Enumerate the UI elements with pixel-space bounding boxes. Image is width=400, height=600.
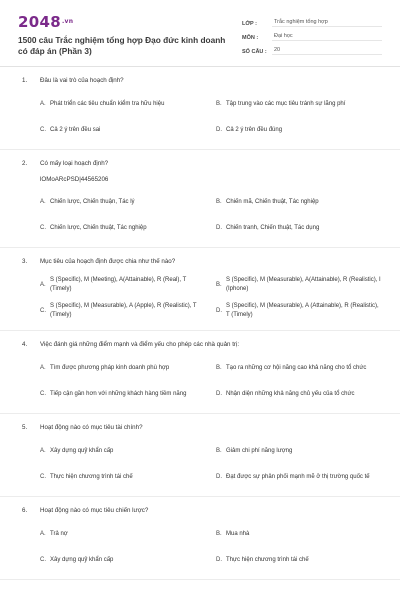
logo-tld: .vn: [61, 18, 74, 25]
option-letter: D.: [216, 126, 222, 133]
question-list: [18, 76, 382, 580]
meta-row: [242, 42, 382, 55]
option-text: Chiến mã, Chiến thuật, Tác nghiệp: [226, 198, 319, 205]
option-text: S (Specific), M (Measurable), A(Attainable), R (Realistic), I (Iphone): [226, 277, 381, 292]
option-letter: C.: [40, 307, 46, 314]
answer-option[interactable]: [40, 521, 206, 547]
question-number: 5.: [22, 424, 28, 431]
option-text: Giảm chi phí năng lượng: [226, 447, 293, 454]
answer-option[interactable]: [216, 298, 382, 324]
option-text: Chiến tranh, Chiến thuật, Tác dụng: [226, 224, 320, 231]
answer-option[interactable]: [40, 355, 206, 381]
answer-option[interactable]: [40, 215, 206, 241]
question-text: Hoạt động nào có mục tiêu tài chính?: [40, 424, 143, 431]
meta-value: 20: [272, 47, 382, 55]
question-header: [18, 76, 382, 85]
option-letter: A.: [40, 447, 46, 454]
options-grid: [40, 91, 382, 143]
site-logo[interactable]: [18, 14, 228, 30]
brand-block: [18, 14, 228, 66]
question-header: [18, 423, 382, 432]
question-extra-text: lOMoARcPSD|44565206: [40, 176, 109, 183]
option-text: Tiếp cận gần hơn với những khách hàng tiềm năng: [50, 390, 187, 397]
document-header: [18, 0, 382, 66]
question-header: [18, 506, 382, 515]
question-block: [18, 159, 382, 248]
option-letter: B.: [216, 198, 222, 205]
answer-option[interactable]: [40, 381, 206, 407]
option-letter: B.: [216, 530, 222, 537]
option-text: Xây dựng quỹ khẩn cấp: [50, 447, 114, 454]
meta-row: [242, 28, 382, 41]
options-grid: [40, 355, 382, 407]
meta-value: Trắc nghiệm tổng hợp: [272, 19, 382, 27]
question-divider: [0, 247, 400, 248]
answer-option[interactable]: [40, 438, 206, 464]
option-letter: A.: [40, 364, 46, 371]
answer-option[interactable]: [40, 117, 206, 143]
option-text: Tạo ra những cơ hội năng cao khả năng cho tổ chức: [226, 364, 367, 371]
question-divider: [0, 496, 400, 497]
option-letter: D.: [216, 307, 222, 314]
logo-text: 2048: [18, 13, 61, 31]
page-title: 1500 câu Trắc nghiệm tổng hợp Đạo đức kinh doanh có đáp án (Phần 3): [18, 35, 226, 56]
option-letter: D.: [216, 473, 222, 480]
options-grid: [40, 189, 382, 241]
option-text: Xây dựng quỹ khẩn cấp: [50, 556, 114, 563]
option-text: Tập trung vào các mục tiêu tránh sự lãng phí: [226, 100, 346, 107]
option-text: Chiến lược, Chiến thuận, Tác lý: [50, 198, 135, 205]
question-number: 4.: [22, 341, 28, 348]
answer-option[interactable]: [40, 272, 206, 298]
meta-label: SỐ CÂU :: [242, 49, 267, 55]
option-letter: A.: [40, 281, 46, 288]
option-letter: B.: [216, 281, 222, 288]
answer-option[interactable]: [216, 117, 382, 143]
option-text: Chiến lược, Chiến thuật, Tác nghiệp: [50, 224, 147, 231]
question-number: 2.: [22, 160, 28, 167]
option-letter: B.: [216, 100, 222, 107]
option-letter: C.: [40, 126, 46, 133]
question-block: [18, 506, 382, 580]
options-grid: [40, 272, 382, 324]
options-grid: [40, 438, 382, 490]
option-text: Nhận diện những khả năng chủ yếu của tổ chức: [226, 390, 355, 397]
answer-option[interactable]: [216, 272, 382, 298]
option-letter: D.: [216, 390, 222, 397]
question-divider: [0, 330, 400, 331]
option-letter: A.: [40, 100, 46, 107]
question-text: Việc đánh giá những điểm mạnh và điểm yếu cho phép các nhà quản trị:: [40, 341, 240, 348]
answer-option[interactable]: [40, 464, 206, 490]
option-letter: D.: [216, 224, 222, 231]
question-header: [18, 340, 382, 349]
option-text: S (Specific), M (Meeting), A(Attainable), R (Real), T (Timely): [50, 277, 187, 292]
answer-option[interactable]: [40, 91, 206, 117]
option-letter: C.: [40, 556, 46, 563]
question-header: [18, 159, 382, 168]
answer-option[interactable]: [216, 521, 382, 547]
option-text: Thực hiện chương trình tái chế: [226, 556, 309, 563]
answer-option[interactable]: [216, 355, 382, 381]
question-text: Có mấy loại hoạch định?: [40, 160, 109, 167]
option-text: Đạt được sự phân phối mạnh mẽ ở thị trường quốc tế: [226, 473, 370, 480]
meta-value: Đại học: [272, 33, 382, 41]
option-text: Cả 2 ý trên đều sai: [50, 126, 101, 133]
question-block: [18, 340, 382, 414]
answer-option[interactable]: [40, 189, 206, 215]
answer-option[interactable]: [216, 215, 382, 241]
answer-option[interactable]: [216, 381, 382, 407]
answer-option[interactable]: [216, 464, 382, 490]
option-letter: C.: [40, 473, 46, 480]
meta-row: [242, 14, 382, 27]
answer-option[interactable]: [216, 547, 382, 573]
option-letter: B.: [216, 447, 222, 454]
option-letter: C.: [40, 224, 46, 231]
option-letter: A.: [40, 198, 46, 205]
question-block: [18, 423, 382, 497]
option-text: Cả 2 ý trên đều đúng: [226, 126, 283, 133]
answer-option[interactable]: [40, 547, 206, 573]
option-letter: A.: [40, 530, 46, 537]
option-text: Thực hiện chương trình tái chế: [50, 473, 133, 480]
question-header: [18, 257, 382, 266]
question-block: [18, 257, 382, 331]
question-number: 1.: [22, 77, 28, 84]
question-block: [18, 76, 382, 150]
answer-option[interactable]: [40, 298, 206, 324]
option-text: Mua nhà: [226, 530, 250, 537]
meta-info: [242, 14, 382, 66]
question-divider: [0, 413, 400, 414]
option-text: S (Specific), M (Measurable), A (Attainable), R (Realistic), T (Timely): [226, 303, 379, 318]
question-text: Đâu là vai trò của hoạch định?: [40, 77, 124, 84]
meta-label: LỚP :: [242, 21, 257, 27]
question-divider: [0, 149, 400, 150]
option-text: S (Specific), M (Measurable), A (Apple), R (Realistic), T (Timely): [50, 303, 197, 318]
question-number: 3.: [22, 258, 28, 265]
answer-option[interactable]: [216, 438, 382, 464]
header-divider: [0, 66, 400, 67]
answer-option[interactable]: [216, 91, 382, 117]
option-text: Tìm được phương pháp kinh doanh phù hợp: [50, 364, 170, 371]
question-text: Hoạt động nào có mục tiêu chiến lược?: [40, 507, 149, 514]
question-divider: [0, 579, 400, 580]
question-text: Mục tiêu của hoạch định được chia như thế nào?: [40, 258, 176, 265]
answer-option[interactable]: [216, 189, 382, 215]
option-letter: B.: [216, 364, 222, 371]
option-letter: C.: [40, 390, 46, 397]
options-grid: [40, 521, 382, 573]
option-letter: D.: [216, 556, 222, 563]
option-text: Trả nợ: [50, 530, 68, 537]
option-text: Phát triển các tiêu chuẩn kiểm tra hữu hiệu: [50, 100, 165, 107]
question-number: 6.: [22, 507, 28, 514]
meta-label: MÔN :: [242, 35, 259, 41]
